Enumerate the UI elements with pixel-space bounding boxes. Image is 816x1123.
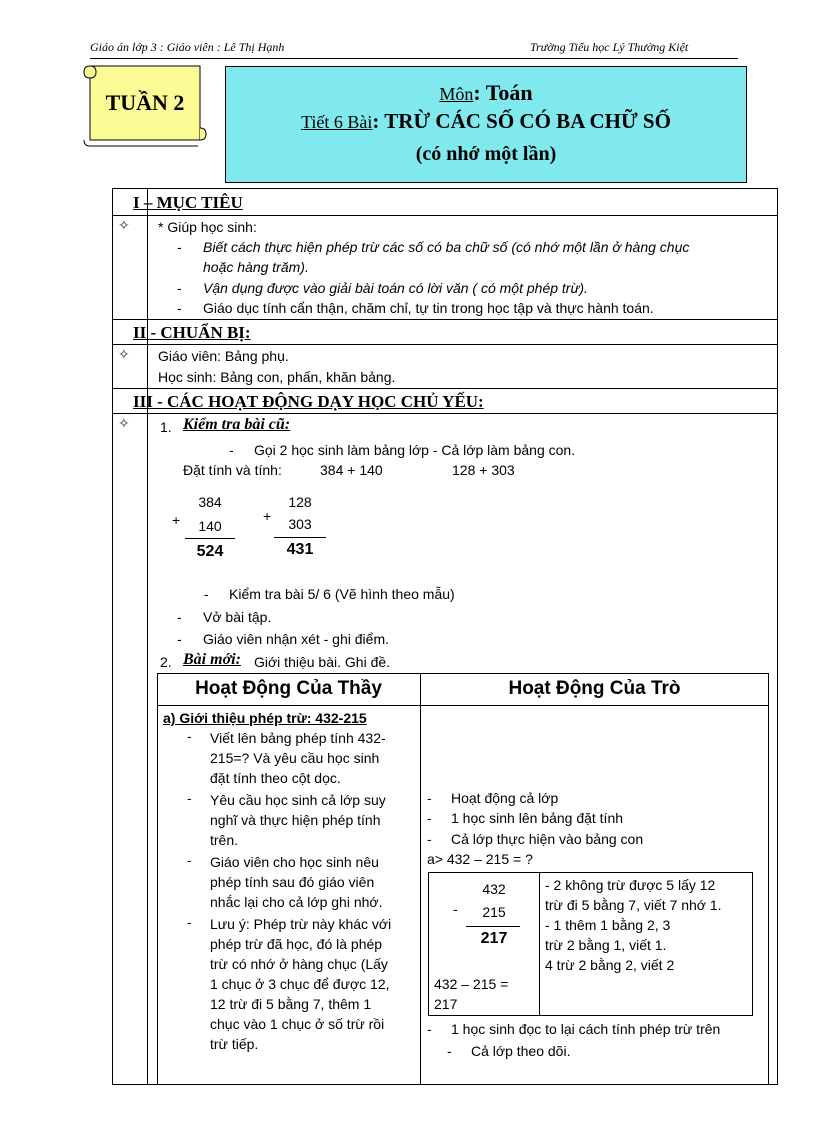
dash-icon: - <box>177 239 182 255</box>
dash-icon: - <box>187 914 192 930</box>
teacher-bullet-4: Lưu ý: Phép trừ này khác với phép trừ đã học, đó là phép trừ có nhớ ở hàng chục (Lấy 1 chục ở 3 chục để được 12, 12 trừ đi 5 bằng 7, thêm 1 chục vào 1 chục ở số trừ rồi trừ tiếp. <box>210 916 392 1052</box>
sub-sign: - <box>453 901 458 917</box>
subject-label: Môn <box>439 84 474 104</box>
dash-icon: - <box>427 810 432 826</box>
calc2-a: 128 <box>288 494 312 510</box>
sub-explanation: - 2 không trừ được 5 lấy 12 trừ đi 5 bằng 7, viết 7 nhớ 1. - 1 thêm 1 bằng 2, 3 trừ 2 bằng 1, viết 1. 4 trừ 2 bằng 2, viết 2 <box>545 877 722 973</box>
p2-text: Giới thiệu bài. Ghi đề. <box>254 654 391 670</box>
activity-table-header-divider <box>157 705 769 706</box>
student-line-5: 1 học sinh đọc to lại cách tính phép trừ trên <box>451 1021 721 1037</box>
dash-icon: - <box>187 728 192 744</box>
subtraction-box-divider <box>539 872 540 1016</box>
col-student-header: Hoạt Động Của Trò <box>508 678 681 699</box>
p1-expr1: 384 + 140 <box>320 462 383 478</box>
s1-item-3: Giáo dục tính cẩn thận, chăm chỉ, tự tin trong học tập và thực hành toán. <box>203 300 654 316</box>
student-line-1: Hoạt động cả lớp <box>451 790 559 806</box>
section-2-divider <box>112 344 778 345</box>
section-1-divider <box>112 215 778 216</box>
lesson-label: Tiết 6 Bài <box>301 112 373 132</box>
week-label: TUẦN 2 <box>105 90 185 115</box>
section-1-title: I – MỤC TIÊU <box>133 193 243 212</box>
p1-title: Kiểm tra bài cũ: <box>183 416 291 433</box>
sub-a: 432 <box>482 881 506 897</box>
s1-item-1b: hoặc hàng trăm). <box>203 259 309 275</box>
section-2-title: II - CHUẨN BỊ: <box>133 323 251 342</box>
calc2-b: 303 <box>288 516 312 532</box>
calc1-a: 384 <box>198 494 222 510</box>
calc2-rule <box>274 537 326 538</box>
p2-number: 2. <box>160 654 172 670</box>
sub-result: 217 <box>480 930 508 947</box>
dash-icon: - <box>427 831 432 847</box>
sub-rule <box>466 926 520 927</box>
calc2-result: 431 <box>286 541 314 558</box>
diamond-bullet-icon: ✧ <box>118 417 130 432</box>
diamond-bullet-icon: ✧ <box>118 348 130 363</box>
dash-icon: - <box>427 790 432 806</box>
col-teacher-header: Hoạt Động Của Thầy <box>195 678 382 699</box>
dash-icon: - <box>177 631 182 647</box>
p2-title: Bài mới: <box>183 651 241 668</box>
section-3-divider-top <box>112 388 778 389</box>
dash-icon: - <box>177 300 182 316</box>
section-3-title: III - CÁC HOẠT ĐỘNG DẠY HỌC CHỦ YẾU: <box>133 392 484 411</box>
student-line-2: 1 học sinh lên bảng đặt tính <box>451 810 624 826</box>
dash-icon: - <box>427 1021 432 1037</box>
lesson-note: (có nhớ một lần) <box>415 143 557 165</box>
sub-equation: 432 – 215 = <box>434 976 509 992</box>
p1-line2-label: Đặt tính và tính: <box>183 462 282 478</box>
s1-item-1: Biết cách thực hiện phép trừ các số có ba chữ số (có nhớ một lần ở hàng chục <box>203 239 690 255</box>
calc1-b: 140 <box>198 518 222 534</box>
header-right: Trường Tiểu học Lý Thường Kiệt <box>530 40 689 54</box>
p1-line4: Vở bài tập. <box>203 609 272 625</box>
sub-equation-result: 217 <box>434 996 458 1012</box>
teacher-heading: a) Giới thiệu phép trừ: 432-215 <box>163 710 367 726</box>
dash-icon: - <box>187 790 192 806</box>
lesson-line <box>225 109 747 134</box>
calc2-sign: + <box>263 508 272 524</box>
dash-icon: - <box>204 586 209 602</box>
section-3-divider <box>112 413 778 414</box>
dash-icon: - <box>447 1043 452 1059</box>
student-line-6: Cả lớp theo dõi. <box>471 1043 571 1059</box>
p1-expr2: 128 + 303 <box>452 462 515 478</box>
s2-teacher: Giáo viên: Bảng phụ. <box>158 348 289 364</box>
dash-icon: - <box>187 852 192 868</box>
p1-line5: Giáo viên nhận xét - ghi điểm. <box>203 631 389 647</box>
teacher-bullet-3: Giáo viên cho học sinh nêu phép tính sau đó giáo viên nhắc lại cho cả lớp ghi nhớ. <box>210 854 383 910</box>
subject-name: : Toán <box>473 80 533 105</box>
s1-intro: * Giúp học sinh: <box>158 219 257 235</box>
calc1-result: 524 <box>196 543 224 560</box>
dash-icon: - <box>229 442 234 458</box>
student-line-3: Cả lớp thực hiện vào bảng con <box>451 831 644 847</box>
s2-student: Học sinh: Bảng con, phấn, khăn bảng. <box>158 369 396 385</box>
calc1-sign: + <box>172 512 181 528</box>
s1-item-2: Vận dụng được vào giải bài toán có lời văn ( có một phép trừ). <box>203 280 588 296</box>
diamond-bullet-icon: ✧ <box>118 219 130 234</box>
teacher-bullet-1: Viết lên bảng phép tính 432- 215=? Và yêu cầu học sinh đặt tính theo cột dọc. <box>210 730 386 786</box>
activity-table-column-divider <box>420 673 421 1085</box>
header-left: Giáo án lớp 3 : Giáo viên : Lê Thị Hạnh <box>90 40 285 54</box>
subject-line <box>225 80 747 106</box>
teacher-bullet-2: Yêu cầu học sinh cả lớp suy nghĩ và thực hiện phép tính trên. <box>210 792 386 848</box>
dash-icon: - <box>177 280 182 296</box>
lesson-name: : TRỪ CÁC SỐ CÓ BA CHỮ SỐ <box>372 109 671 133</box>
p1-line3: Kiểm tra bài 5/ 6 (Vẽ hình theo mẫu) <box>229 586 455 602</box>
dash-icon: - <box>177 609 182 625</box>
calc1-rule <box>185 538 235 539</box>
sub-b: 215 <box>482 904 506 920</box>
p1-line1: Gọi 2 học sinh làm bảng lớp - Cả lớp làm bảng con. <box>254 442 576 458</box>
p1-number: 1. <box>160 419 172 435</box>
student-line-4: a> 432 – 215 = ? <box>427 851 533 867</box>
section-2-divider-top <box>112 319 778 320</box>
